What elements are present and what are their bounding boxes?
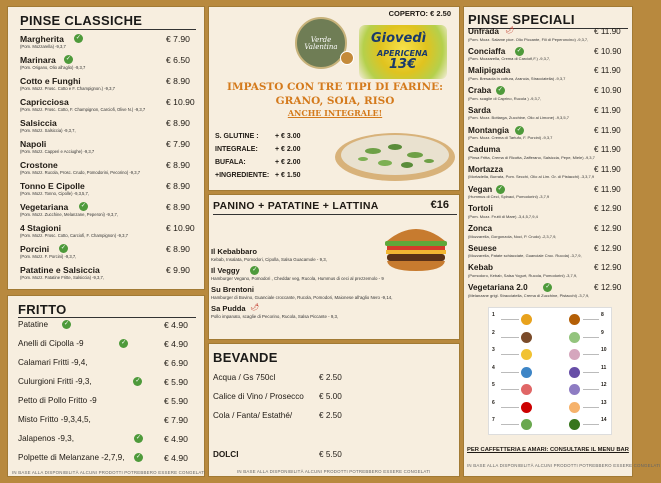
vegetarian-leaf-icon: ✓	[135, 378, 141, 384]
item-name: Craba	[468, 86, 492, 96]
item-name: 4 Stagioni	[20, 223, 62, 233]
item-price: € 11.90	[594, 27, 621, 36]
allergen-line	[583, 424, 599, 425]
allergen-line	[583, 319, 599, 320]
allergen-icon	[569, 419, 580, 430]
list-item	[8, 413, 206, 432]
chili-pepper-icon: 🌶	[250, 304, 260, 311]
vegetarian-leaf-icon: ✓	[516, 47, 522, 54]
impasto-title: IMPASTO CON TRE TIPI DI FARINE:	[227, 81, 443, 93]
bevande-list	[209, 368, 461, 468]
list-item	[209, 373, 461, 387]
allergen-number: 14	[601, 417, 607, 423]
allergen-line	[501, 424, 519, 425]
allergen-icon	[569, 349, 580, 360]
allergen-line	[501, 407, 519, 408]
vegetarian-leaf-icon: ✓	[497, 87, 503, 94]
speciali-note: IN BASE ALLA DISPONIBILITÀ ALCUNI PRODOTTI POTREBBERO ESSERE CONGELATI	[467, 463, 661, 468]
list-item	[209, 285, 461, 304]
logo-badge	[340, 51, 354, 65]
item-name: Zonca	[468, 224, 493, 233]
item-name: Polpette di Melanzane -2,7,9,	[18, 453, 125, 462]
item-price: € 12.90	[594, 204, 622, 214]
item-description: (Pom. Bresaola in cottura, Arancia, Stracciatella) -9,3,7	[468, 75, 566, 81]
coperto-text: COPERTO: € 2.50	[388, 9, 451, 18]
item-price: € 8.90	[166, 76, 190, 86]
item-price: € 11.90	[594, 164, 621, 174]
item-description: (Mozzarella, Patate schiacciate, Guanciale Croc. Rucola) -3,7,9,	[468, 253, 582, 259]
list-item	[464, 185, 634, 204]
allergen-icon	[521, 332, 532, 343]
extra-price: + € 1.50	[275, 172, 301, 179]
panino-panel	[208, 194, 460, 340]
promo-sub: APERICENA	[377, 49, 428, 58]
allergen-number: 4	[492, 364, 495, 371]
item-price: € 5.00	[319, 392, 342, 401]
item-name: Il Kebabbaro	[211, 247, 257, 256]
vegetarian-leaf-icon: ✓	[135, 435, 142, 441]
allergen-number: 13	[601, 399, 607, 406]
item-price: € 5.90	[164, 377, 188, 387]
item-price: € 5.50	[319, 450, 342, 459]
item-description: (Pom. Mozz. Rucola, Prosc. Crudo, Pomodorini, Pecorino) -9,3,7	[20, 170, 141, 175]
item-name: Cola / Fanta/ Estathé/	[213, 411, 293, 420]
allergen-line	[583, 372, 599, 373]
allergen-number: 9	[601, 329, 604, 336]
panino-list	[209, 247, 461, 339]
allergen-icon	[521, 367, 532, 378]
item-description: (Pom. Mozz. Prosc. Cotto e F. Champignon.) -9,3,7	[20, 86, 115, 91]
allergen-line	[501, 389, 519, 390]
list-item	[8, 118, 206, 139]
item-price: € 12.90	[594, 263, 622, 273]
list-item	[8, 223, 206, 244]
allergen-icon	[569, 367, 580, 378]
item-description: (Pom. scaglie di Caprino, Rucola ) -9,3,7,	[468, 95, 542, 101]
item-description: (Pom. Mozz. Frutti di Mare) -3,4,5,7,9,4	[468, 213, 538, 219]
chili-pepper-icon: 🌶	[505, 27, 515, 34]
list-item	[464, 86, 634, 105]
item-name: Jalapenos -9,3,	[18, 434, 74, 443]
list-item	[8, 244, 206, 265]
promo-badge	[359, 25, 447, 79]
list-item	[8, 337, 206, 356]
vegetarian-leaf-icon: ✓	[497, 185, 503, 192]
item-price: € 7.90	[164, 415, 188, 425]
item-price: € 11.90	[594, 145, 621, 155]
item-description: (Hummus di Ceci, Spinaci, Pomodorini) -3,7,9	[468, 194, 550, 200]
item-name: Caduma	[468, 145, 501, 155]
item-price: € 8.90	[166, 118, 190, 128]
item-description: (Mozzarella, Gorgonzola, Noci, P. Crudo) -2,3,7,9,	[468, 233, 557, 239]
list-item	[209, 247, 461, 266]
list-item	[8, 160, 206, 181]
item-price: € 2.50	[319, 373, 342, 382]
speciali-footer: PER CAFFETTERIA E AMARI: CONSULTARE IL MENU BAR	[467, 447, 629, 453]
list-item	[464, 244, 634, 263]
item-description: (Pom. Mozz. Prosc. Cotto, Carciofi, F. Champignon) -9,3,7	[20, 233, 128, 238]
item-name: Culurgioni Fritti -9,3,	[18, 377, 92, 386]
vegetarian-leaf-icon: ✓	[516, 126, 522, 133]
list-item	[464, 263, 634, 282]
item-name: Patatine	[18, 320, 49, 329]
speciali-panel	[463, 6, 661, 477]
item-name: Capricciosa	[20, 97, 69, 107]
item-price: € 4.90	[164, 320, 188, 330]
item-description: (Pom. Mozzarella, Crema di Carciofi,F.) -9,3,7,	[468, 56, 551, 62]
list-item	[464, 283, 634, 302]
extra-label: BUFALA:	[215, 159, 246, 166]
center-panel	[208, 6, 460, 191]
extra-label: S. GLUTINE :	[215, 133, 259, 140]
item-description: (Pinsa Fritta, Crema di Ricotta, Zafferano, Salsiccia, Pepe, Miele) -9,3,7	[468, 154, 595, 160]
classiche-panel	[7, 6, 205, 290]
allergen-number: 11	[601, 364, 607, 371]
list-item	[8, 394, 206, 413]
list-item	[8, 34, 206, 55]
extra-row	[215, 159, 325, 172]
item-description: Hamburger di Bovino, Guanciale croccante, Rucola, Pomodori, Maionese all'aglio Nero -9,14,	[211, 295, 393, 300]
item-description: (Pom. Mozz. Crema di Tartufo, F. Porcini) -9,3,7	[468, 135, 553, 140]
list-item	[464, 126, 634, 145]
allergen-icon	[521, 384, 532, 395]
item-description: (Melanzane grigl. Stracciatella, Crema di Zucchine, Pistacchi) -3,7,9,	[468, 292, 590, 298]
pinsa-illustration	[333, 121, 457, 185]
item-price: € 8.90	[166, 181, 190, 191]
fritto-list	[8, 318, 206, 468]
item-description: (Pom. Mozz. Tonno, Cipolle) -9,3,5,7,	[20, 191, 90, 196]
item-name: Kebab	[468, 263, 494, 273]
vegetarian-leaf-icon: ✓	[65, 56, 71, 62]
item-price: € 9.90	[166, 265, 190, 275]
classiche-title-rule	[20, 29, 196, 30]
item-description: (Pom. Mozz. Salsiccia) -9,3,7,	[20, 128, 76, 133]
item-name: Il Veggy	[211, 266, 240, 275]
item-price: € 11.90	[594, 125, 621, 135]
allergen-number: 1	[492, 312, 495, 318]
item-name: Unfrada	[468, 27, 499, 36]
item-name: Seuese	[468, 243, 497, 253]
item-name: Calamari Fritti -9,4,	[18, 358, 88, 367]
item-description: (Pom. Mozz. Prosc. Cotto, F. Champignon, Carciofi, Olive N.) -9,3,7	[20, 107, 146, 112]
item-name: Vegan	[468, 184, 493, 194]
allergen-icon	[521, 402, 532, 413]
vegetarian-leaf-icon: ✓	[545, 284, 551, 291]
item-price: € 8.90	[166, 244, 190, 254]
extra-price: + € 3.00	[275, 133, 301, 140]
item-price: € 6.90	[164, 358, 188, 368]
list-item	[209, 392, 461, 406]
item-name: Crostone	[20, 160, 58, 170]
list-item	[8, 139, 206, 160]
panino-title: PANINO + PATATINE + LATTINA	[213, 200, 379, 212]
list-item	[464, 145, 634, 164]
item-price: € 11.90	[594, 66, 621, 76]
extra-row	[215, 133, 325, 146]
list-item	[209, 266, 461, 285]
allergen-icon	[569, 314, 580, 325]
allergen-icon	[521, 349, 532, 360]
item-price: € 4.90	[164, 453, 188, 463]
list-item	[8, 451, 206, 470]
speciali-list	[464, 27, 634, 305]
allergen-line	[501, 354, 519, 355]
item-price: € 8.90	[166, 160, 190, 170]
list-item	[8, 432, 206, 451]
list-item	[464, 27, 634, 46]
vegetarian-leaf-icon: ✓	[75, 35, 81, 41]
list-item	[464, 204, 634, 223]
item-price: € 10.90	[166, 223, 195, 233]
panino-rule	[213, 214, 457, 215]
item-price: € 11.90	[594, 184, 621, 194]
item-name: Mortazza	[468, 164, 504, 174]
fritto-note: IN BASE ALLA DISPONIBILITÀ ALCUNI PRODOTTI POTREBBERO ESSERE CONGELATI	[12, 470, 206, 475]
item-name: Sa Pudda	[211, 304, 246, 313]
item-name: Misto Fritto -9,3,4,5,	[18, 415, 91, 424]
item-price: € 7.90	[166, 139, 190, 149]
item-name: Salsiccia	[20, 118, 57, 128]
vegetarian-leaf-icon: ✓	[80, 203, 86, 209]
list-item	[8, 55, 206, 76]
impasto-integrale: ANCHE INTEGRALE!	[287, 108, 383, 118]
classiche-list	[8, 34, 206, 289]
allergen-icon	[569, 384, 580, 395]
extra-row	[215, 146, 325, 159]
list-item	[8, 356, 206, 375]
item-name: Napoli	[20, 139, 47, 149]
item-name: Porcini	[20, 244, 50, 254]
extra-price: + € 2.00	[275, 159, 301, 166]
item-description: (Pom. Mozz. Capperi e Acciughe) -9,3,7	[20, 149, 95, 154]
item-price: € 6.50	[166, 55, 190, 65]
item-description: (Pom. Mozz. Zucchine, Melanzane, Peperoni) -9,3,7,	[20, 212, 118, 217]
item-name: Acqua / Gs 750cl	[213, 373, 276, 382]
item-name: Su Brentoni	[211, 285, 255, 294]
allergen-chart	[488, 307, 612, 435]
item-description: (Pom. Mozz. Salame pice. Olio Piccante, Fili di Peperoncino) -9,3,7,	[468, 36, 589, 42]
item-description: (Mortadella, Burrata, Pom. Secchi, Olio al Lim. Gr. di Pistacchi) -3,3,7,9	[468, 174, 595, 180]
item-price: € 12.90	[594, 224, 622, 233]
list-item	[464, 106, 634, 125]
speciali-title: PINSE SPECIALI	[468, 12, 575, 27]
item-name: Patatine e Salsiccia	[20, 265, 100, 275]
item-name: Tortoli	[468, 204, 493, 214]
item-name: Marinara	[20, 55, 56, 65]
item-price: € 11.90	[594, 105, 621, 115]
item-price: € 7.90	[166, 34, 190, 44]
bevande-panel	[208, 343, 460, 477]
panino-price: €16	[430, 199, 449, 211]
extra-label: +INGREDIENTE:	[215, 172, 270, 179]
item-name: Malipigada	[468, 66, 511, 76]
item-price: € 2.50	[319, 411, 342, 420]
list-item	[464, 224, 634, 243]
list-item	[8, 202, 206, 223]
item-description: (Pomodoro, Kebab, Salsa Yogurt, Rucola, Pomodorini) -3,7,9,	[468, 272, 578, 278]
item-price: € 10.90	[594, 46, 622, 56]
list-item	[8, 97, 206, 118]
extra-price: + € 2.00	[275, 146, 301, 153]
item-price: € 10.90	[166, 97, 195, 107]
allergen-line	[583, 337, 599, 338]
item-name: Vegetariana	[20, 202, 69, 212]
item-description: Hamburger Vegano, Pomodori , Cheddar veg, Rucola, Hummus di ceci al prezzemolo - 9	[211, 276, 384, 281]
pinsa-image	[333, 121, 457, 185]
allergen-number: 10	[601, 347, 607, 353]
allergen-icon	[521, 314, 532, 325]
item-name: Conciaffa	[468, 46, 506, 56]
allergen-list	[489, 308, 613, 436]
item-price: € 12.90	[594, 243, 622, 253]
item-description: (Pom. Mozz. Patatine Fritte, Salsiccia) -9,3,7,	[20, 275, 105, 280]
item-name: Anelli di Cipolla -9	[18, 339, 84, 348]
list-item	[8, 318, 206, 337]
list-item	[209, 450, 461, 464]
item-name: Montangia	[468, 125, 509, 135]
bevande-title: BEVANDE	[213, 350, 278, 365]
list-item	[464, 47, 634, 66]
item-name: Cotto e Funghi	[20, 76, 81, 86]
item-name: Calice di Vino / Prosecco	[213, 392, 304, 401]
list-item	[8, 181, 206, 202]
list-item	[8, 265, 206, 286]
item-name: Sarda	[468, 105, 491, 115]
allergen-number: 12	[601, 382, 607, 388]
vegetarian-leaf-icon: ✓	[121, 340, 127, 346]
item-name: Margherita	[20, 34, 64, 44]
list-item	[209, 304, 461, 323]
item-price: € 10.90	[594, 86, 622, 96]
promo-day: Giovedì	[371, 31, 427, 46]
allergen-icon	[521, 419, 532, 430]
vegetarian-leaf-icon: ✓	[64, 321, 70, 327]
item-description: Kebab, Insalata, Pomodori, Cipolla, Salsa Guacamole - 9,3,	[211, 257, 327, 262]
fritto-panel	[7, 295, 205, 477]
item-description: (Pom. Mozz. F. Porcini) -9,3,7,	[20, 254, 77, 259]
list-item	[8, 375, 206, 394]
allergen-line	[501, 319, 519, 320]
allergen-number: 5	[492, 382, 495, 388]
item-price: € 12.90	[594, 283, 622, 293]
vegetarian-leaf-icon: ✓	[135, 454, 142, 460]
allergen-icon	[569, 332, 580, 343]
item-price: € 4.90	[164, 434, 188, 444]
item-price: € 8.90	[166, 202, 190, 212]
item-description: (Pom. Mozz. Bottarga, Zucchine, Olio al Limone) -9,3,5,7	[468, 115, 569, 121]
extra-row	[215, 172, 325, 185]
item-name: Petto di Pollo Fritto -9	[18, 396, 97, 405]
allergen-line	[501, 372, 519, 373]
item-price: € 5.90	[164, 396, 188, 406]
impasto-sub: GRANO, SOIA, RISO	[275, 95, 395, 107]
allergen-number: 7	[492, 417, 495, 423]
allergen-number: 8	[601, 312, 604, 318]
classiche-title: PINSE CLASSICHE	[20, 13, 143, 28]
list-item	[464, 165, 634, 184]
promo-price: 13€	[389, 57, 417, 72]
allergen-line	[583, 407, 599, 408]
extras-list	[215, 133, 325, 187]
item-description: Pollo impanato, scaglie di Pecorino, Rucola, Salsa Piccante - 9,3,	[211, 314, 339, 319]
vegetarian-leaf-icon: ✓	[60, 245, 66, 251]
allergen-line	[583, 389, 599, 390]
item-description: (Pom. Mozzarella) -9,3,7	[20, 44, 66, 49]
allergen-icon	[569, 402, 580, 413]
logo-text: Verde Valentina	[304, 36, 338, 51]
allergen-number: 3	[492, 347, 495, 353]
item-name: Tonno E Cipolle	[20, 181, 85, 191]
allergen-number: 6	[492, 399, 495, 406]
item-price: € 4.90	[164, 339, 188, 349]
restaurant-logo	[295, 17, 347, 69]
item-name: DOLCI	[213, 450, 239, 459]
list-item	[464, 66, 634, 85]
allergen-line	[583, 354, 599, 355]
extra-label: INTEGRALE:	[215, 146, 258, 153]
allergen-number: 2	[492, 329, 495, 336]
allergen-line	[501, 337, 519, 338]
fritto-title: FRITTO	[18, 302, 67, 317]
item-description: (Pom. Origano, Olio all'aglio) -9,3,7	[20, 65, 86, 70]
item-name: Vegetariana 2.0	[468, 283, 528, 293]
list-item	[209, 411, 461, 425]
list-item	[8, 76, 206, 97]
bevande-note: IN BASE ALLA DISPONIBILITÀ ALCUNI PRODOTTI POTREBBERO ESSERE CONGELATI	[237, 469, 431, 474]
vegetarian-leaf-icon: ✓	[252, 267, 258, 273]
